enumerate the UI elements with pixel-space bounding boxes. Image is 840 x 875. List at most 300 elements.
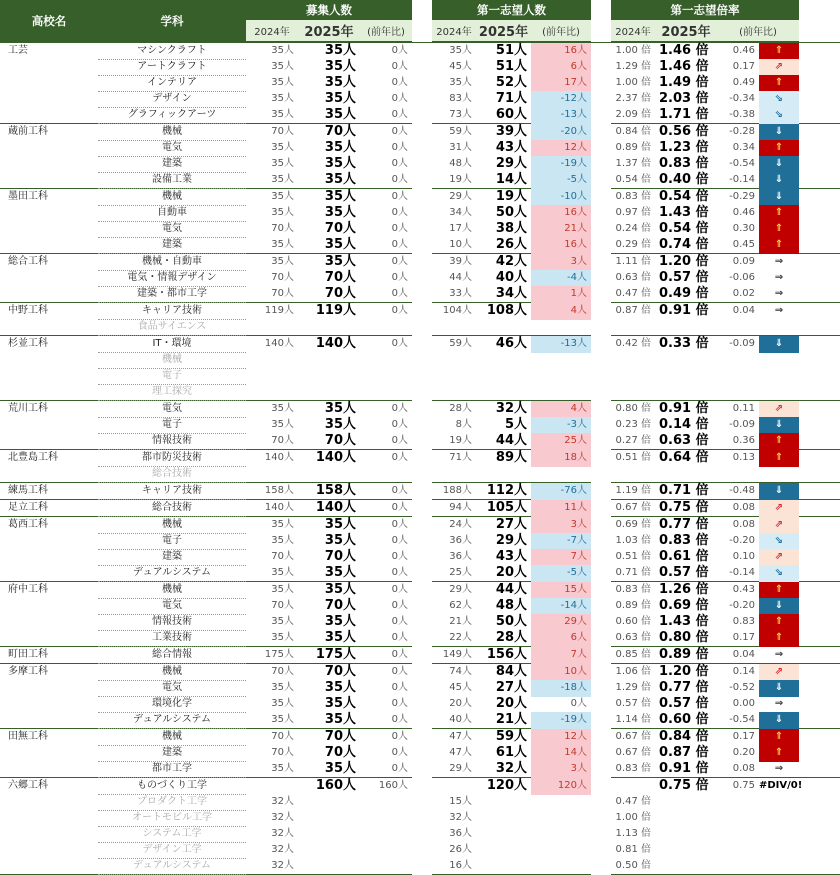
recruit-2024-cell: 32人 [271, 796, 294, 807]
first-2024-cell: 20人 [449, 698, 472, 709]
gap-cell [591, 433, 611, 450]
first-2024-cell: 62人 [449, 600, 472, 611]
trend-arrow-icon: ⇒ [774, 256, 784, 267]
ratio-2025-cell: 1.26 倍 [659, 582, 709, 597]
first-2025-cell: 39人 [495, 124, 527, 139]
recruit-2024-cell: 35人 [271, 682, 294, 693]
gap-cell [591, 254, 611, 271]
ratio-2025-cell: 1.71 倍 [659, 107, 709, 122]
recruit-2025-cell: 35人 [324, 91, 356, 106]
recruit-yoy-cell [360, 319, 412, 336]
ratio-yoy-cell: 0.83 [732, 616, 755, 627]
ratio-2025-cell: 0.40 倍 [659, 172, 709, 187]
first-2025-cell: 84人 [495, 664, 527, 679]
recruit-2025-cell: 35人 [324, 712, 356, 727]
first-yoy-cell: 7人 [531, 647, 591, 664]
first-2025-cell: 52人 [495, 75, 527, 90]
gap-cell [412, 614, 432, 631]
dept-cell: 食品サイエンス [98, 319, 246, 336]
table-row [0, 140, 840, 156]
first-yoy-cell: -3人 [531, 417, 591, 434]
recruit-yoy-cell [360, 384, 412, 401]
first-2025-cell: 20人 [495, 696, 527, 711]
school-cell [0, 75, 98, 92]
gap-cell [591, 761, 611, 778]
dept-cell: 機械・自動車 [98, 254, 246, 271]
school-cell [0, 549, 98, 566]
dept-cell: マシンクラフト [98, 43, 246, 60]
ratio-2025-cell [655, 826, 717, 843]
first-2025-cell [476, 810, 531, 827]
table-row [0, 107, 840, 123]
trend-arrow-icon: ⇘ [759, 565, 799, 582]
school-cell: 北豊島工科 [8, 452, 58, 463]
ratio-2025-cell [655, 794, 717, 811]
recruit-2025-cell: 35人 [324, 107, 356, 122]
ratio-2024-header: 2024年 [611, 20, 655, 42]
ratio-2024-cell: 0.83 倍 [615, 584, 651, 595]
gap-cell [591, 205, 611, 222]
first-2024-cell: 25人 [449, 567, 472, 578]
ratio-2024-cell: 0.23 倍 [615, 419, 651, 430]
table-row [0, 59, 840, 75]
recruit-2025-cell: 35人 [324, 43, 356, 58]
trend-arrow-icon: ⇑ [759, 75, 799, 92]
ratio-2025-cell [655, 466, 717, 483]
gap-cell [412, 189, 432, 206]
ratio-2025-cell: 0.91 倍 [659, 761, 709, 776]
recruit-2024-cell: 70人 [271, 223, 294, 234]
first-2024-cell: 31人 [449, 142, 472, 153]
recruit-2024-cell [246, 319, 298, 336]
recruit-2025-cell [298, 384, 360, 401]
recruit-2025-cell [298, 368, 360, 385]
gap-cell [591, 59, 611, 76]
gap-cell [591, 729, 611, 746]
table-row [0, 516, 840, 533]
first-yoy-cell [531, 794, 591, 811]
header-row-1 [0, 0, 840, 42]
first-2024-cell: 188人 [442, 485, 472, 496]
recruit-2024-cell [246, 384, 298, 401]
first-2024-cell [432, 384, 476, 401]
table-row [0, 270, 840, 286]
recruit-2025-cell: 35人 [324, 565, 356, 580]
recruit-2024-cell: 35人 [271, 45, 294, 56]
trend-arrow-icon: ⇑ [759, 614, 799, 631]
ratio-2025-cell: 0.54 倍 [659, 221, 709, 236]
ratio-yoy-cell: 0.13 [732, 452, 755, 463]
recruit-2025-cell: 35人 [324, 582, 356, 597]
first-2024-cell: 47人 [449, 747, 472, 758]
first-yoy-cell: -13人 [531, 107, 591, 124]
gap-cell [412, 254, 432, 271]
recruit-yoy-cell: 0人 [391, 93, 408, 104]
table-row [0, 417, 840, 433]
recruit-2024-cell: 35人 [271, 403, 294, 414]
gap-cell [591, 842, 611, 859]
dept-cell: デュアルシステム [98, 712, 246, 729]
first-2025-cell: 50人 [495, 614, 527, 629]
gap-cell [412, 384, 432, 401]
first-2024-cell: 59人 [449, 338, 472, 349]
recruit-2025-cell [298, 319, 360, 336]
gap-cell [412, 107, 432, 124]
trend-arrow-icon: ⇓ [759, 124, 799, 141]
recruit-2025-cell: 35人 [324, 533, 356, 548]
first-2024-cell: 36人 [449, 828, 472, 839]
recruit-yoy-cell [360, 842, 412, 859]
table-row [0, 205, 840, 221]
recruit-yoy-cell [360, 352, 412, 369]
first-2025-cell: 71人 [495, 91, 527, 106]
recruit-2024-cell: 70人 [271, 600, 294, 611]
recruit-2025-cell: 140人 [315, 336, 356, 351]
recruit-2024-cell: 140人 [264, 502, 294, 513]
first-yoy-cell [531, 858, 591, 875]
ratio-2024-cell [611, 466, 655, 483]
recruit-2024-cell: 35人 [271, 632, 294, 643]
gap-cell [412, 826, 432, 843]
trend-arrow-icon: ⇗ [759, 664, 799, 681]
gap-cell [412, 43, 432, 60]
first-yoy-header: (前年比) [531, 20, 591, 42]
dept-cell: システム工学 [98, 826, 246, 843]
ratio-2024-cell: 0.83 倍 [615, 191, 651, 202]
gap-cell [591, 483, 611, 500]
ratio-yoy-cell: 0.04 [732, 649, 755, 660]
ratio-2024-cell [611, 778, 655, 795]
first-yoy-cell [531, 466, 591, 483]
dept-cell: 機械 [98, 582, 246, 599]
recruit-2024-cell: 70人 [271, 435, 294, 446]
ratio-yoy-cell: 0.08 [732, 763, 755, 774]
ratio-2025-cell: 1.49 倍 [659, 75, 709, 90]
first-2024-cell: 149人 [442, 649, 472, 660]
table-row [0, 466, 840, 482]
gap-cell [412, 778, 432, 795]
recruit-2025-cell: 140人 [315, 500, 356, 515]
recruit-yoy-cell [360, 810, 412, 827]
first-yoy-cell [531, 842, 591, 859]
gap-cell [591, 664, 611, 681]
first-2025-cell: 38人 [495, 221, 527, 236]
recruit-2024-cell [246, 778, 298, 795]
school-cell: 多摩工科 [8, 666, 48, 677]
dept-cell: 電気 [98, 221, 246, 238]
recruit-2025-cell: 140人 [315, 450, 356, 465]
recruit-yoy-cell: 0人 [391, 502, 408, 513]
recruit-2024-cell [246, 368, 298, 385]
school-header: 高校名 [0, 0, 98, 42]
dept-cell: 機械 [98, 189, 246, 206]
school-cell: 葛西工科 [8, 519, 48, 530]
gap-cell [591, 237, 611, 254]
first-yoy-cell: 12人 [531, 140, 591, 157]
ratio-2025-cell: 1.46 倍 [659, 59, 709, 74]
dept-cell: 機械 [98, 124, 246, 141]
ratio-header: 第一志望倍率 [611, 0, 799, 20]
recruit-yoy-cell: 0人 [391, 763, 408, 774]
trend-arrow-icon: ⇑ [759, 630, 799, 647]
recruit-yoy-cell: 0人 [391, 207, 408, 218]
first-2025-cell: 50人 [495, 205, 527, 220]
ratio-2024-cell: 1.00 倍 [615, 812, 651, 823]
school-cell: 足立工科 [8, 502, 48, 513]
gap-cell [591, 107, 611, 124]
first-yoy-cell: 1人 [531, 286, 591, 303]
first-2024-cell: 35人 [449, 77, 472, 88]
first-2024-cell: 47人 [449, 731, 472, 742]
recruit-2025-cell: 35人 [324, 172, 356, 187]
trend-arrow-icon [759, 810, 799, 827]
ratio-2025-cell: 0.64 倍 [659, 450, 709, 465]
gap-cell [412, 794, 432, 811]
school-cell: 墨田工科 [8, 191, 48, 202]
table-row [0, 400, 840, 417]
gap-cell [412, 745, 432, 762]
trend-arrow-icon: ⇒ [774, 698, 784, 709]
ratio-2024-cell: 0.87 倍 [615, 305, 651, 316]
dept-cell: キャリア技術 [98, 303, 246, 320]
dept-cell: キャリア技術 [98, 483, 246, 500]
recruit-2024-cell: 35人 [271, 698, 294, 709]
table-row [0, 302, 840, 319]
first-2025-cell [476, 858, 531, 875]
trend-arrow-icon: ⇗ [759, 401, 799, 418]
ratio-yoy-cell [717, 842, 759, 859]
first-choice-group [432, 0, 591, 42]
ratio-yoy-cell: 0.46 [732, 207, 755, 218]
first-2025-cell: 34人 [495, 286, 527, 301]
first-2025-cell: 19人 [495, 189, 527, 204]
first-2024-cell: 104人 [442, 305, 472, 316]
ratio-yoy-cell: 0.36 [732, 435, 755, 446]
gap-cell [412, 336, 432, 353]
first-2025-cell: 44人 [495, 582, 527, 597]
table-row [0, 384, 840, 400]
ratio-yoy-cell: -0.06 [729, 272, 755, 283]
recruit-yoy-cell: 0人 [391, 551, 408, 562]
ratio-2025-cell: 0.49 倍 [659, 286, 709, 301]
school-cell [0, 368, 98, 385]
gap-cell [591, 858, 611, 875]
ratio-2024-cell: 0.47 倍 [615, 288, 651, 299]
first-2024-cell: 16人 [449, 860, 472, 871]
gap-cell [412, 124, 432, 141]
school-cell: 総合工科 [8, 256, 48, 267]
first-2024-cell [432, 778, 476, 795]
recruit-yoy-cell: 0人 [391, 649, 408, 660]
recruit-yoy-cell: 0人 [391, 239, 408, 250]
first-yoy-cell: 3人 [531, 254, 591, 271]
ratio-2024-cell [611, 384, 655, 401]
ratio-yoy-cell: 0.17 [732, 61, 755, 72]
gap-cell [412, 647, 432, 664]
dept-cell: 環境化学 [98, 696, 246, 713]
table-body [0, 42, 840, 875]
first-yoy-cell: -4人 [531, 270, 591, 287]
ratio-yoy-cell [717, 466, 759, 483]
first-2024-cell: 45人 [449, 61, 472, 72]
recruit-yoy-cell: 0人 [391, 519, 408, 530]
first-2025-cell: 27人 [495, 517, 527, 532]
gap-cell [412, 172, 432, 189]
recruit-2024-cell: 35人 [271, 535, 294, 546]
trend-arrow-icon: ⇒ [774, 288, 784, 299]
ratio-2025-cell: 1.43 倍 [659, 614, 709, 629]
table-row [0, 221, 840, 237]
recruit-2025-cell: 70人 [324, 221, 356, 236]
ratio-yoy-cell: -0.48 [729, 485, 755, 496]
table-row [0, 761, 840, 777]
school-cell [0, 745, 98, 762]
school-cell [0, 140, 98, 157]
first-2025-cell: 21人 [495, 712, 527, 727]
gap-cell [591, 140, 611, 157]
school-cell [0, 286, 98, 303]
gap-cell [591, 582, 611, 599]
recruit-2024-cell: 35人 [271, 419, 294, 430]
recruit-2025-cell: 70人 [324, 549, 356, 564]
gap-cell [412, 466, 432, 483]
recruit-2025-cell: 70人 [324, 286, 356, 301]
trend-arrow-icon: ⇘ [759, 533, 799, 550]
first-2025-cell: 51人 [495, 59, 527, 74]
ratio-yoy-cell: 0.17 [732, 632, 755, 643]
dept-cell: 電気 [98, 401, 246, 418]
first-2025-cell: 27人 [495, 680, 527, 695]
ratio-2025-header: 2025年 [655, 20, 717, 42]
recruit-2025-cell: 70人 [324, 433, 356, 448]
first-2024-cell: 22人 [449, 632, 472, 643]
recruit-2024-cell: 158人 [264, 485, 294, 496]
ratio-2025-cell: 2.03 倍 [659, 91, 709, 106]
first-2024-cell [432, 466, 476, 483]
first-2025-cell: 61人 [495, 745, 527, 760]
first-2024-cell: 32人 [449, 812, 472, 823]
ratio-2025-cell: 0.57 倍 [659, 565, 709, 580]
recruit-yoy-cell: 0人 [391, 256, 408, 267]
recruit-yoy-cell [360, 368, 412, 385]
ratio-2024-cell: 1.06 倍 [615, 666, 651, 677]
first-2025-cell: 120人 [486, 778, 527, 793]
school-cell [0, 352, 98, 369]
first-2025-cell: 48人 [495, 598, 527, 613]
recruit-yoy-cell: 0人 [391, 109, 408, 120]
first-2025-cell [476, 352, 531, 369]
first-2025-cell: 14人 [495, 172, 527, 187]
first-2025-cell [476, 466, 531, 483]
first-2024-cell [432, 352, 476, 369]
recruit-2024-cell: 70人 [271, 272, 294, 283]
first-yoy-cell: 0人 [570, 698, 587, 709]
recruit-2024-cell: 119人 [264, 305, 294, 316]
gap-cell [591, 221, 611, 238]
recruit-2025-cell [298, 352, 360, 369]
school-cell: 練馬工科 [8, 485, 48, 496]
recruit-2025-cell: 35人 [324, 517, 356, 532]
recruit-2025-cell: 70人 [324, 664, 356, 679]
gap-cell [412, 368, 432, 385]
ratio-yoy-cell: 0.11 [732, 403, 755, 414]
ratio-2025-cell: 0.57 倍 [659, 696, 709, 711]
ratio-yoy-header: (前年比) [717, 20, 799, 42]
dept-cell: 都市工学 [98, 761, 246, 778]
recruit-yoy-cell: 0人 [391, 191, 408, 202]
first-2025-cell [476, 368, 531, 385]
recruit-yoy-header: (前年比) [360, 20, 412, 42]
first-2025-cell: 32人 [495, 761, 527, 776]
school-cell [0, 59, 98, 76]
first-yoy-cell: 25人 [531, 433, 591, 450]
trend-arrow-icon [759, 466, 799, 483]
first-2025-cell: 5人 [504, 417, 527, 432]
ratio-2024-cell: 0.57 倍 [615, 698, 651, 709]
recruit-2024-cell: 140人 [264, 338, 294, 349]
trend-arrow-icon: ⇑ [759, 729, 799, 746]
recruit-2024-cell: 35人 [271, 77, 294, 88]
table-row [0, 777, 840, 794]
first-yoy-cell: -5人 [531, 565, 591, 582]
ratio-2025-cell: 0.77 倍 [659, 680, 709, 695]
gap-cell [412, 582, 432, 599]
school-cell [0, 565, 98, 582]
first-yoy-cell: -12人 [531, 91, 591, 108]
ratio-2025-cell [655, 842, 717, 859]
first-yoy-cell: -19人 [531, 156, 591, 173]
ratio-2024-cell: 1.13 倍 [615, 828, 651, 839]
recruit-2024-header: 2024年 [246, 20, 298, 42]
gap-cell [591, 778, 611, 795]
first-yoy-cell: 120人 [531, 778, 591, 795]
recruit-yoy-cell: 0人 [391, 272, 408, 283]
first-2025-cell: 43人 [495, 140, 527, 155]
ratio-2024-cell: 0.27 倍 [615, 435, 651, 446]
ratio-2024-cell [611, 319, 655, 336]
first-yoy-cell [531, 368, 591, 385]
gap-cell [591, 598, 611, 615]
first-yoy-cell: 12人 [531, 729, 591, 746]
recruit-2024-cell: 35人 [271, 256, 294, 267]
first-yoy-cell: -19人 [531, 712, 591, 729]
first-2024-cell: 73人 [449, 109, 472, 120]
recruit-2024-cell: 35人 [271, 109, 294, 120]
school-cell: 田無工科 [8, 731, 48, 742]
gap-cell [412, 500, 432, 517]
school-cell [0, 156, 98, 173]
ratio-yoy-cell: 0.02 [732, 288, 755, 299]
ratio-yoy-cell: 0.75 [732, 780, 755, 791]
ratio-yoy-cell [717, 352, 759, 369]
recruit-yoy-cell: 0人 [391, 223, 408, 234]
ratio-2025-cell [655, 368, 717, 385]
ratio-yoy-cell: -0.20 [729, 600, 755, 611]
ratio-yoy-cell: -0.14 [729, 567, 755, 578]
recruit-2025-cell: 35人 [324, 761, 356, 776]
recruit-2024-cell: 35人 [271, 714, 294, 725]
first-2024-cell: 19人 [449, 435, 472, 446]
ratio-2024-cell: 1.00 倍 [615, 45, 651, 56]
gap-cell [591, 124, 611, 141]
gap-cell [412, 59, 432, 76]
ratio-yoy-cell [717, 810, 759, 827]
ratio-2024-cell: 1.19 倍 [615, 485, 651, 496]
recruit-2025-cell: 70人 [324, 729, 356, 744]
ratio-2024-cell: 0.60 倍 [615, 616, 651, 627]
first-2025-cell: 32人 [495, 401, 527, 416]
recruit-yoy-cell: 0人 [391, 616, 408, 627]
